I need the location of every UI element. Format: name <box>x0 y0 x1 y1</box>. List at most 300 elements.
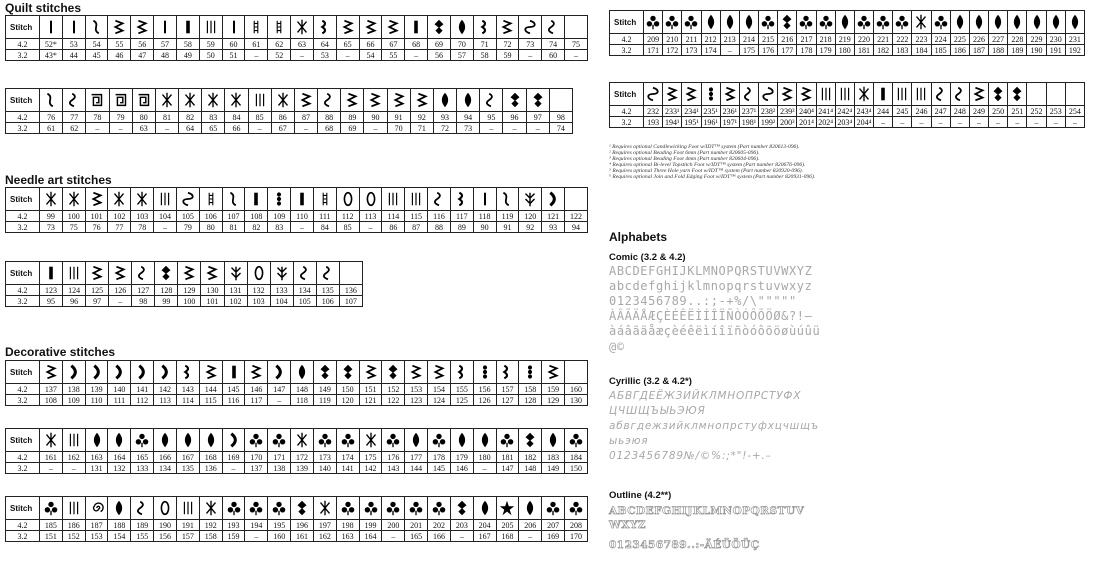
footnote: ¹ Requires optional Candlewicking Foot w/IDT™ system (Part number 820613-096). <box>609 144 800 150</box>
stitch-diamond-icon <box>384 363 402 381</box>
stitch-number: 76 <box>85 222 108 233</box>
stitch-number: 145 <box>222 384 245 395</box>
stitch-cell <box>473 16 496 39</box>
stitch-number: 204 <box>473 520 496 531</box>
stitch-cell <box>1046 11 1065 34</box>
stitch-bar-icon <box>225 363 243 381</box>
stitch-icon-row <box>610 11 1085 34</box>
stitch-number: – <box>931 117 950 128</box>
stitch-number: 148 <box>519 463 542 474</box>
stitch-zigzag-icon <box>343 91 361 109</box>
stitch-cell <box>874 83 893 106</box>
stitch-cell <box>519 429 542 452</box>
stitch-number: 215 <box>759 34 778 45</box>
stitch-cell <box>931 83 950 106</box>
stitch-flower-icon <box>339 431 357 449</box>
stitch-number: 157 <box>176 531 199 542</box>
stitch-cell <box>201 262 224 285</box>
stitch-number: 54 <box>85 39 108 50</box>
stitch-number: 101 <box>85 211 108 222</box>
stitch-number: 154 <box>428 384 451 395</box>
footnote: ⁴ Requires optional Bi-level Topstitch Foot w/IDT™ system (Part number 820676-096). <box>609 162 806 168</box>
stitch-number: 168 <box>496 531 519 542</box>
stitch-icon-row <box>6 497 588 520</box>
stitch-scallop-icon <box>453 190 471 208</box>
stitch-triple-icon <box>836 85 854 103</box>
stitch-number: 163 <box>85 452 108 463</box>
stitch-diamond-icon <box>506 91 524 109</box>
stitch-number: 203 <box>450 520 473 531</box>
stitch-number: 74 <box>542 39 565 50</box>
stitch-number-row-3-2 <box>610 45 1085 56</box>
stitch-flower-icon <box>270 499 288 517</box>
stitch-number: – <box>950 117 969 128</box>
stitch-cell <box>245 429 268 452</box>
stitch-number: 165 <box>131 452 154 463</box>
stitch-leaf-icon <box>970 13 988 31</box>
footnote: ⁵ Requires optional Three Hole yarn Foot w/IDT™ system (Part number 820920-096). <box>609 168 804 174</box>
stitch-leaf-icon <box>88 431 106 449</box>
model-label: 3.2 <box>6 222 40 233</box>
stitch-number-row-4-2 <box>6 285 363 296</box>
stitch-cell <box>202 89 225 112</box>
stitch-cell <box>359 497 382 520</box>
stitch-dots-icon <box>521 363 539 381</box>
stitch-diamond-icon <box>157 264 175 282</box>
stitch-flower-icon <box>339 499 357 517</box>
stitch-header: Stitch <box>6 16 40 39</box>
stitch-triple-icon <box>65 499 83 517</box>
stitch-cell <box>225 89 248 112</box>
stitch-number: 200 <box>382 520 405 531</box>
stitch-number: – <box>336 50 359 61</box>
model-label: 4.2 <box>610 106 644 117</box>
stitch-number: 112 <box>336 211 359 222</box>
stitch-cell <box>473 429 496 452</box>
stitch-cell <box>176 188 199 211</box>
stitch-number: 232 <box>644 106 663 117</box>
stitch-number: 175 <box>739 45 758 56</box>
stitch-number: 202⁴ <box>816 117 835 128</box>
stitch-cell <box>682 83 701 106</box>
stitch-number: 206 <box>519 520 542 531</box>
stitch-flower-icon <box>225 499 243 517</box>
stitch-flower-icon <box>817 13 835 31</box>
stitch-cell <box>428 188 451 211</box>
stitch-number: 84 <box>225 112 248 123</box>
stitch-number: 100 <box>178 296 201 307</box>
stitch-cell <box>62 497 85 520</box>
stitch-number: 87 <box>405 222 428 233</box>
stitch-number: – <box>294 123 317 134</box>
stitch-number: 126 <box>473 395 496 406</box>
stitch-cell <box>682 11 701 34</box>
stitch-number: 158 <box>519 384 542 395</box>
outline-line: ABCDEFGHIJKLMNOPQRSTUV <box>609 505 805 517</box>
stitch-cell <box>313 16 336 39</box>
stitch-number: 122 <box>565 211 588 222</box>
stitch-cross-icon <box>293 18 311 36</box>
stitch-arch-icon <box>110 363 128 381</box>
stitch-cell <box>108 361 131 384</box>
stitch-number-row-3-2 <box>6 463 588 474</box>
stitch-number: 158 <box>199 531 222 542</box>
stitch-cell <box>835 11 854 34</box>
stitch-icon-row <box>6 188 588 211</box>
quilt-stitch-table <box>5 88 573 134</box>
stitch-number-row-3-2 <box>6 395 588 406</box>
stitch-number: 148 <box>291 384 314 395</box>
stitch-cell <box>382 429 405 452</box>
stitch-number: 171 <box>644 45 663 56</box>
stitch-number: – <box>912 117 931 128</box>
footnote: ⁶ Requires optional Join and Fold Edging Foot w/IDT™ system (Part number 820931-096). <box>609 174 816 180</box>
stitch-number: 173 <box>682 45 701 56</box>
stitch-number: 159 <box>222 531 245 542</box>
stitch-number: – <box>503 123 526 134</box>
stitch-number: 199² <box>759 117 778 128</box>
stitch-number: 64 <box>179 123 202 134</box>
stitch-cell <box>199 188 222 211</box>
stitch-number: 201 <box>405 520 428 531</box>
stitch-number: 45 <box>85 50 108 61</box>
stitch-number: 78 <box>86 112 109 123</box>
stitch-cell <box>759 11 778 34</box>
stitch-scallop-icon <box>179 363 197 381</box>
stitch-number: 251 <box>1008 106 1027 117</box>
stitch-zigzag-icon <box>362 18 380 36</box>
stitch-bar-icon <box>293 190 311 208</box>
stitch-leaf-icon <box>453 18 471 36</box>
stitch-cell <box>519 497 542 520</box>
stitch-number: 194 <box>245 520 268 531</box>
stitch-number: 121 <box>542 211 565 222</box>
stitch-cell <box>293 262 316 285</box>
stitch-cell <box>720 83 739 106</box>
stitch-number: – <box>969 117 988 128</box>
stitch-number: 52 <box>268 50 291 61</box>
stitch-zigzag-icon <box>297 91 315 109</box>
stitch-number: 120 <box>336 395 359 406</box>
stitch-wave-icon <box>133 499 151 517</box>
stitch-cell <box>291 188 314 211</box>
stitch-number: – <box>109 123 132 134</box>
stitch-cell <box>40 188 63 211</box>
stitch-number: 176 <box>759 45 778 56</box>
stitch-cell <box>701 83 720 106</box>
stitch-number: 186 <box>62 520 85 531</box>
stitch-number: 55 <box>108 39 131 50</box>
stitch-number: 146 <box>450 463 473 474</box>
stitch-cell <box>473 188 496 211</box>
stitch-cell <box>291 429 314 452</box>
stitch-curve-icon <box>225 190 243 208</box>
stitch-number: 56 <box>428 50 451 61</box>
stitch-number: 180 <box>473 452 496 463</box>
stitch-cell <box>549 89 572 112</box>
stitch-cell <box>893 11 912 34</box>
stitch-cell <box>245 16 268 39</box>
stitch-star-icon <box>498 499 516 517</box>
stitch-number: 125 <box>450 395 473 406</box>
stitch-maze-icon <box>112 91 130 109</box>
stitch-number: 75 <box>62 222 85 233</box>
stitch-number: 88 <box>318 112 341 123</box>
stitch-leaf-icon <box>476 431 494 449</box>
stitch-zigzag-icon <box>430 363 448 381</box>
stitch-wave-icon <box>65 91 83 109</box>
stitch-arch-icon <box>225 431 243 449</box>
stitch-cell <box>565 188 588 211</box>
model-label: 4.2 <box>6 112 40 123</box>
stitch-number: 127 <box>132 285 155 296</box>
stitch-number: 68 <box>405 39 428 50</box>
stitch-flower-icon <box>133 431 151 449</box>
stitch-number: 135 <box>316 285 339 296</box>
stitch-number: 141 <box>131 384 154 395</box>
stitch-cell <box>496 361 519 384</box>
stitch-maze-icon <box>88 91 106 109</box>
stitch-number: – <box>364 123 387 134</box>
comic-line: abcdefghijklmnopqrstuvwxyz <box>609 279 813 293</box>
stitch-number: 160 <box>268 531 291 542</box>
stitch-cell <box>1008 11 1027 34</box>
stitch-wave-icon <box>320 91 338 109</box>
stitch-diamond-icon <box>293 499 311 517</box>
stitch-number: 95 <box>40 296 63 307</box>
stitch-cell <box>565 361 588 384</box>
stitch-number: 72 <box>496 39 519 50</box>
stitch-leaf-icon <box>436 91 454 109</box>
stitch-cell <box>85 361 108 384</box>
stitch-zigzag-icon <box>247 363 265 381</box>
stitch-cell <box>1027 83 1046 106</box>
stitch-number: 60 <box>222 39 245 50</box>
stitch-cell <box>739 11 758 34</box>
stitch-number: – <box>450 531 473 542</box>
stitch-number: – <box>1065 117 1084 128</box>
stitch-triple-icon <box>179 499 197 517</box>
stitch-number: 105 <box>293 296 316 307</box>
stitch-number: – <box>382 531 405 542</box>
stitch-cell <box>131 497 154 520</box>
stitch-cell <box>720 11 739 34</box>
stitch-leaf-icon <box>1047 13 1065 31</box>
stitch-leaf-icon <box>836 13 854 31</box>
stitch-number: 143 <box>176 384 199 395</box>
stitch-leaf-icon <box>1066 13 1084 31</box>
stitch-maze-icon <box>135 91 153 109</box>
stitch-cell <box>222 16 245 39</box>
stitch-number: 248 <box>950 106 969 117</box>
stitch-cell <box>565 429 588 452</box>
stitch-diamond-icon <box>1008 85 1026 103</box>
stitch-cell <box>912 11 931 34</box>
stitch-number: – <box>291 50 314 61</box>
stitch-number: 243⁴ <box>854 106 873 117</box>
stitch-number: 53 <box>313 50 336 61</box>
stitch-flower-icon <box>932 13 950 31</box>
stitch-number: 177 <box>778 45 797 56</box>
stitch-curve-icon <box>498 190 516 208</box>
needle-title: Needle art stitches <box>5 173 112 187</box>
stitch-number: 145 <box>428 463 451 474</box>
stitch-number: 75 <box>565 39 588 50</box>
stitch-cross-icon <box>293 431 311 449</box>
stitch-number: 193 <box>644 117 663 128</box>
stitch-number: 58 <box>176 39 199 50</box>
stitch-zigzag-icon <box>721 85 739 103</box>
stitch-number: 209 <box>644 34 663 45</box>
stitch-cell <box>519 361 542 384</box>
stitch-leaf-icon <box>459 91 477 109</box>
stitch-cell <box>86 89 109 112</box>
stitch-number: – <box>519 531 542 542</box>
stitch-number: – <box>154 222 177 233</box>
stitch-cell <box>359 361 382 384</box>
stitch-zigzag-icon <box>407 363 425 381</box>
stitch-number: 43* <box>40 50 63 61</box>
stitch-number: 222 <box>893 34 912 45</box>
stitch-wave-icon <box>134 264 152 282</box>
stitch-number: 130 <box>201 285 224 296</box>
stitch-diamond-icon <box>989 85 1007 103</box>
stitch-diamond-icon <box>778 13 796 31</box>
footnotes <box>609 144 1099 180</box>
stitch-flower-icon <box>384 431 402 449</box>
stitch-number: 201⁴ <box>797 117 816 128</box>
stitch-number: 91 <box>496 222 519 233</box>
stitch-line-icon <box>156 18 174 36</box>
stitch-number: 71 <box>410 123 433 134</box>
stitch-line-icon <box>225 18 243 36</box>
stitch-number: 155 <box>450 384 473 395</box>
stitch-triple-icon <box>251 91 269 109</box>
stitch-cell <box>291 16 314 39</box>
stitch-number: – <box>222 463 245 474</box>
stitch-number: 98 <box>549 112 572 123</box>
stitch-number: 192 <box>1065 45 1084 56</box>
stitch-number-row-3-2 <box>6 50 588 61</box>
stitch-number: 250 <box>989 106 1008 117</box>
stitch-cell <box>318 89 341 112</box>
stitch-cell <box>496 497 519 520</box>
stitch-cell <box>816 83 835 106</box>
stitch-cell <box>336 16 359 39</box>
stitch-ladder-icon <box>202 190 220 208</box>
stitch-leaf-icon <box>110 431 128 449</box>
stitch-wave-icon <box>951 85 969 103</box>
stitch-number: 211 <box>682 34 701 45</box>
stitch-number: 239³ <box>778 106 797 117</box>
stitch-cell <box>291 497 314 520</box>
stitch-number: 91 <box>387 112 410 123</box>
stitch-number: 178 <box>428 452 451 463</box>
stitch-number: 177 <box>405 452 428 463</box>
stitch-number: 226 <box>969 34 988 45</box>
stitch-number: – <box>874 117 893 128</box>
stitch-zigzag-icon <box>202 363 220 381</box>
stitch-cell <box>359 188 382 211</box>
stitch-zigzag-icon <box>133 18 151 36</box>
stitch-cell <box>313 429 336 452</box>
stitch-cell <box>989 11 1008 34</box>
stitch-cell <box>132 89 155 112</box>
stitch-cell <box>131 361 154 384</box>
stitch-number: – <box>155 123 178 134</box>
stitch-number: 93 <box>433 112 456 123</box>
stitch-flower-icon <box>874 13 892 31</box>
stitch-number: 195¹ <box>682 117 701 128</box>
stitch-zigzag-icon <box>88 264 106 282</box>
stitch-number: 132 <box>247 285 270 296</box>
stitch-cell <box>199 361 222 384</box>
stitch-leaf-icon <box>156 431 174 449</box>
stitch-number: 200³ <box>778 117 797 128</box>
stitch-number: 190 <box>154 520 177 531</box>
stitch-number: 104 <box>270 296 293 307</box>
stitch-number: 141 <box>336 463 359 474</box>
quilt-stitch-table <box>5 15 588 61</box>
stitch-number: 94 <box>565 222 588 233</box>
stitch-number: 67 <box>271 123 294 134</box>
stitch-cell <box>428 429 451 452</box>
stitch-cell <box>313 361 336 384</box>
stitch-cell <box>835 83 854 106</box>
footnote: ³ Requires optional Beading Foot 4mm (Part number 820604-096). <box>609 156 760 162</box>
stitch-number: 238² <box>759 106 778 117</box>
stitch-cell <box>85 188 108 211</box>
stitch-number: 165 <box>405 531 428 542</box>
stitch-cell <box>382 497 405 520</box>
stitch-cell <box>503 89 526 112</box>
stitch-number: 82 <box>245 222 268 233</box>
stitch-number: 93 <box>542 222 565 233</box>
stitch-zigzag-icon <box>111 264 129 282</box>
stitch-number: 172 <box>663 45 682 56</box>
stitch-number-row-3-2 <box>6 222 588 233</box>
stitch-number: 152 <box>382 384 405 395</box>
stitch-cell <box>248 89 271 112</box>
stitch-cell <box>155 89 178 112</box>
stitch-number: 189 <box>131 520 154 531</box>
stitch-number: 187 <box>969 45 988 56</box>
stitch-leaf-icon <box>476 499 494 517</box>
decorative-stitch-table <box>5 496 588 542</box>
stitch-number-row-4-2 <box>6 384 588 395</box>
stitch-dots-icon <box>476 363 494 381</box>
stitch-number: 174 <box>336 452 359 463</box>
stitch-number: 174 <box>701 45 720 56</box>
stitch-number: 167 <box>176 452 199 463</box>
stitch-number: 131 <box>224 285 247 296</box>
stitch-flower-icon <box>247 499 265 517</box>
stitch-leaf-icon <box>989 13 1007 31</box>
stitch-number: 66 <box>225 123 248 134</box>
outline-line: 0123456789..:-ÄÉÜÖÜÇ <box>609 539 760 551</box>
model-label: 3.2 <box>6 463 40 474</box>
cyrillic-line: ЦЧШЩЪЫЬЭЮЯ <box>609 405 706 417</box>
stitch-number: 114 <box>382 211 405 222</box>
stitch-number: 90 <box>473 222 496 233</box>
stitch-scallop-icon <box>316 18 334 36</box>
stitch-number: 89 <box>450 222 473 233</box>
stitch-number: 99 <box>155 296 178 307</box>
stitch-number: 119 <box>496 211 519 222</box>
stitch-curve-icon <box>88 18 106 36</box>
stitch-cell <box>62 16 85 39</box>
stitch-cell <box>893 83 912 106</box>
